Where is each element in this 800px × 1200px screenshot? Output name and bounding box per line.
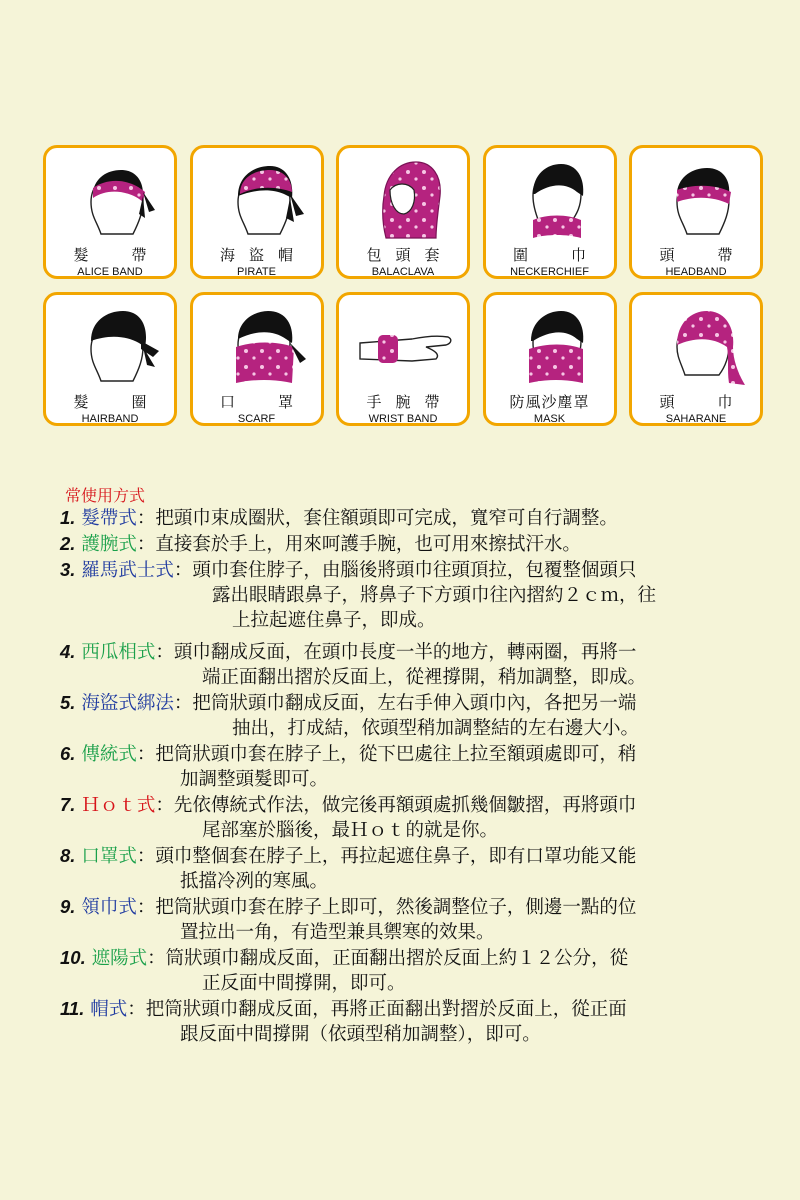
instruction-number: 1.	[60, 507, 76, 528]
instruction-item	[60, 945, 750, 996]
instruction-continuation: 露出眼睛跟鼻子，將鼻子下方頭巾往內摺約２ｃｍ，往	[212, 585, 657, 606]
style-name-zh: 海盜帽	[219, 246, 307, 264]
scarf-illustration-icon	[210, 299, 310, 393]
style-name-zh: 頭 巾	[659, 393, 747, 411]
instruction-number: 4.	[60, 641, 76, 662]
instruction-text: ：把筒狀頭巾套在脖子上，從下巴處往上拉至額頭處即可，稍	[136, 744, 637, 765]
style-name-en: NECKERCHIEF	[510, 266, 589, 278]
instruction-method: 海盜式綁法	[81, 693, 174, 714]
neckerchief-illustration-icon	[503, 152, 603, 246]
style-name-en: PIRATE	[237, 266, 276, 278]
style-name-zh: 髮 帶	[73, 246, 161, 264]
instruction-method: 傳統式	[81, 744, 137, 765]
instruction-list	[60, 505, 750, 1047]
instruction-item	[60, 531, 750, 557]
instruction-method: 帽式	[90, 999, 128, 1020]
instruction-text: ：把筒狀頭巾套在脖子上即可，然後調整位子，側邊一點的位	[136, 897, 637, 918]
saharane-illustration-icon	[649, 299, 749, 393]
instruction-number: 6.	[60, 743, 76, 764]
section-title: 常使用方式	[65, 486, 146, 505]
instruction-method: 口罩式	[81, 846, 137, 867]
instruction-method: 西瓜相式	[81, 642, 156, 663]
style-card-neckerchief	[483, 145, 617, 279]
style-card-scarf	[190, 292, 324, 426]
style-card-wrist-band	[336, 292, 470, 426]
instruction-text: ：頭巾整個套在脖子上，再拉起遮住鼻子，即有口罩功能又能	[136, 846, 637, 867]
instruction-item	[60, 639, 750, 690]
style-card-headband	[629, 145, 763, 279]
instruction-number: 3.	[60, 559, 76, 580]
wrist-band-illustration-icon	[356, 299, 456, 393]
instruction-continuation: 正反面中間撐開，即可。	[202, 973, 406, 994]
alice-band-illustration-icon	[63, 152, 163, 246]
style-name-zh: 手腕帶	[366, 393, 454, 411]
instruction-method: 護腕式	[81, 534, 137, 555]
instruction-method: 領巾式	[81, 897, 137, 918]
style-name-zh: 頭 帶	[659, 246, 747, 264]
instruction-item	[60, 996, 750, 1047]
style-card-saharane	[629, 292, 763, 426]
instruction-number: 11.	[60, 998, 85, 1019]
style-name-en: WRIST BAND	[368, 413, 438, 425]
instruction-method: Ｈｏｔ式	[81, 795, 156, 816]
instruction-item	[60, 894, 750, 945]
instruction-item	[60, 792, 750, 843]
instruction-continuation: 端正面翻出摺於反面上，從裡撐開，稍加調整，即成。	[202, 667, 647, 688]
instruction-number: 9.	[60, 896, 76, 917]
instruction-number: 2.	[60, 533, 76, 554]
pirate-illustration-icon	[210, 152, 310, 246]
style-name-en: MASK	[533, 413, 566, 425]
instruction-text: ：把筒狀頭巾翻成反面，再將正面翻出對摺於反面上，從正面	[127, 999, 627, 1020]
instruction-item	[60, 690, 750, 741]
instruction-text: ：頭巾套住脖子，由腦後將頭巾往頭頂拉，包覆整個頭只	[173, 560, 637, 581]
instruction-continuation: 置拉出一角，有造型兼具禦寒的效果。	[180, 922, 495, 943]
style-card-mask	[483, 292, 617, 426]
style-name-en: HAIRBAND	[81, 413, 139, 425]
style-name-en: BALACLAVA	[371, 266, 435, 278]
style-grid	[43, 145, 763, 426]
instruction-continuation: 尾部塞於腦後，最Ｈｏｔ的就是你。	[202, 820, 499, 841]
style-card-pirate	[190, 145, 324, 279]
instruction-method: 髮帶式	[81, 508, 137, 529]
instruction-text: ：把筒狀頭巾翻成反面，左右手伸入頭巾內，各把另一端	[173, 693, 637, 714]
instruction-item	[60, 843, 750, 894]
style-card-balaclava	[336, 145, 470, 279]
style-card-alice-band	[43, 145, 177, 279]
style-name-en: ALICE BAND	[77, 266, 143, 278]
balaclava-illustration-icon	[356, 152, 456, 246]
style-name-zh: 圍 巾	[512, 246, 600, 264]
style-name-en: SCARF	[237, 413, 276, 425]
instruction-item	[60, 505, 750, 531]
style-name-zh: 口 罩	[219, 393, 307, 411]
style-name-zh: 髮 圈	[73, 393, 161, 411]
style-name-en: HEADBAND	[665, 266, 727, 278]
instruction-text: ：先依傳統式作法，做完後再額頭處抓幾個皺摺，再將頭巾	[155, 795, 637, 816]
instruction-number: 7.	[60, 794, 76, 815]
instruction-item	[60, 741, 750, 792]
instruction-number: 5.	[60, 692, 76, 713]
instruction-method: 遮陽式	[91, 948, 148, 969]
instruction-continuation: 上拉起遮住鼻子，即成。	[232, 610, 436, 631]
headband-illustration-icon	[649, 152, 749, 246]
instruction-text: ：頭巾翻成反面，在頭巾長度一半的地方，轉兩圈，再將一	[155, 642, 637, 663]
instruction-continuation: 跟反面中間撐開（依頭型稍加調整），即可。	[180, 1024, 541, 1045]
instruction-text: ：筒狀頭巾翻成反面，正面翻出摺於反面上約１２公分，從	[147, 948, 629, 969]
instruction-method: 羅馬武士式	[81, 560, 174, 581]
style-name-zh: 防風沙塵罩	[509, 393, 590, 411]
instruction-number: 10.	[60, 947, 86, 968]
instruction-text: ：直接套於手上，用來呵護手腕，也可用來擦拭汗水。	[136, 534, 581, 555]
mask-illustration-icon	[503, 299, 603, 393]
instruction-continuation: 抽出，打成結，依頭型稍加調整結的左右邊大小。	[232, 718, 640, 739]
style-card-hairband	[43, 292, 177, 426]
instruction-number: 8.	[60, 845, 76, 866]
instruction-text: ：把頭巾束成圈狀，套住額頭即可完成，寬窄可自行調整。	[136, 508, 618, 529]
style-name-en: SAHARANE	[665, 413, 727, 425]
hairband-illustration-icon	[63, 299, 163, 393]
instruction-continuation: 抵擋冷冽的寒風。	[180, 871, 329, 892]
style-name-zh: 包頭套	[366, 246, 454, 264]
instruction-item	[60, 557, 750, 633]
instruction-continuation: 加調整頭髮即可。	[180, 769, 329, 790]
